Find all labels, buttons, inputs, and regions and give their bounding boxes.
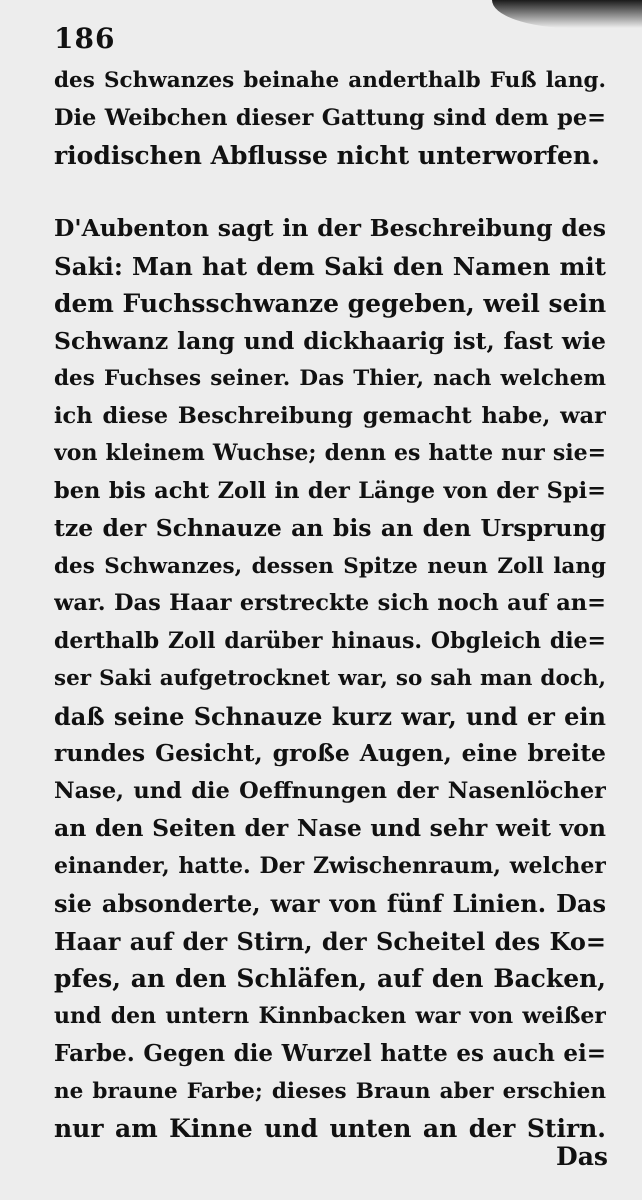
paragraph-2 <box>54 210 606 1148</box>
text-line: D'Aubenton sagt in der Beschreibung des <box>54 214 606 242</box>
text-line: tze der Schnauze an bis an den Ursprung <box>54 514 606 542</box>
paragraph-1 <box>54 62 606 175</box>
text-line: Haar auf der Stirn, der Scheitel des Ko= <box>54 926 606 956</box>
text-line: Die Weibchen dieser Gattung sind dem pe= <box>54 104 606 131</box>
page-number: 186 <box>54 22 116 55</box>
text-line: des Schwanzes beinahe anderthalb Fuß lang. <box>54 68 606 93</box>
text-line: des Schwanzes, dessen Spitze neun Zoll lang <box>54 553 606 579</box>
text-line: ich diese Beschreibung gemacht habe, war <box>54 402 606 429</box>
text-line: nur am Kinne und unten an der Stirn. <box>54 1114 606 1143</box>
text-line: rundes Gesicht, große Augen, eine breite <box>54 739 606 767</box>
text-line: dem Fuchsschwanze gegeben, weil sein <box>54 289 606 318</box>
text-line: ben bis acht Zoll in der Länge von der Spi= <box>54 477 606 504</box>
text-line: daß seine Schnauze kurz war, und er ein <box>54 701 606 731</box>
text-line: Saki: Man hat dem Saki den Namen mit <box>54 251 606 281</box>
text-line: einander, hatte. Der Zwischenraum, welcher <box>54 852 606 879</box>
text-line: des Fuchses seiner. Das Thier, nach welchem <box>54 366 606 391</box>
text-line: riodischen Abflusse nicht unterworfen. <box>54 141 600 170</box>
page-corner-shadow <box>492 0 642 28</box>
catchword: Das <box>556 1142 608 1171</box>
text-line: und den untern Kinnbacken war von weißer <box>54 1002 606 1029</box>
text-line: Schwanz lang und dickhaarig ist, fast wie <box>54 326 606 355</box>
text-line: ne braune Farbe; dieses Braun aber erschien <box>54 1078 606 1104</box>
text-line: an den Seiten der Nase und sehr weit von <box>54 814 606 842</box>
text-line: sie absonderte, war von fünf Linien. Das <box>54 889 606 918</box>
text-line: von kleinem Wuchse; denn es hatte nur sie= <box>54 440 606 466</box>
text-line: pfes, an den Schläfen, auf den Backen, <box>54 964 606 993</box>
text-line: war. Das Haar erstreckte sich noch auf an= <box>54 590 606 616</box>
text-line: Nase, und die Oeffnungen der Nasenlöcher <box>54 777 606 804</box>
text-line: derthalb Zoll darüber hinaus. Obgleich die= <box>54 627 606 654</box>
text-line: Farbe. Gegen die Wurzel hatte es auch ei= <box>54 1040 606 1067</box>
text-line: ser Saki aufgetrocknet war, so sah man doch, <box>54 666 606 691</box>
